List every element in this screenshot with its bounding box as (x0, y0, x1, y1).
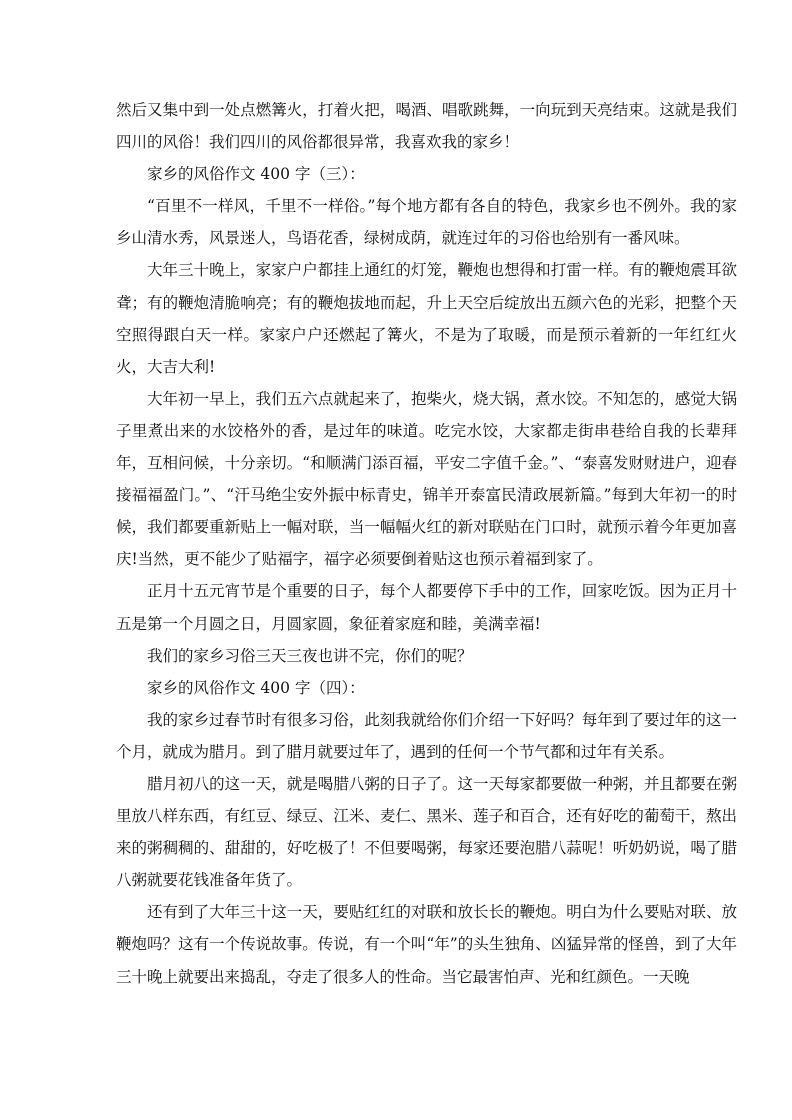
section-heading-four: 家乡的风俗作文 400 字（四）： (147, 678, 365, 697)
paragraph-new-years-eve: 大年三十晚上，家家户户都挂上通红的灯笼，鞭炮也想得和打雷一样。有的鞭炮震耳欲聋；有的鞭炮清脆响亮；有的鞭炮拔地而起，升上天空后绽放出五颜六色的光彩，把整个天空照得跟白天一样。家家户户还燃起了篝火，不是为了取暖，而是预示着新的一年红红火火，大吉大利! (116, 261, 737, 376)
paragraph-proverb-intro: “百里不一样风，千里不一样俗。”每个地方都有各自的特色，我家乡也不例外。我的家乡山清水秀，风景迷人，鸟语花香，绿树成荫，就连过年的习俗也给别有一番风味。 (116, 197, 737, 248)
paragraph-continuation: 然后又集中到一处点燃篝火，打着火把，喝酒、唱歌跳舞，一向玩到天亮结束。这就是我们四川的风俗！我们四川的风俗都很异常，我喜欢我的家乡！ (116, 101, 737, 152)
paragraph-laba-porridge: 腊月初八的这一天，就是喝腊八粥的日子了。这一天每家都要做一种粥，并且都要在粥里放八样东西，有红豆、绿豆、江米、麦仁、黑米、莲子和百合，还有好吃的葡萄干，熬出来的粥稠稠的、甜甜的，好吃极了！不但要喝粥，每家还要泡腊八蒜呢！听奶奶说，喝了腊八粥就要花钱准备年货了。 (116, 774, 737, 890)
paragraph-nian-legend: 还有到了大年三十这一天，要贴红红的对联和放长长的鞭炮。明白为什么要贴对联、放鞭炮吗？这有一个传说故事。传说，有一个叫“年”的头生独角、凶猛异常的怪兽，到了大年三十晚上就要出来捣乱，夺走了很多人的性命。当它最害怕声、光和红颜色。一天晚 (116, 903, 737, 986)
paragraph-closing-question: 我们的家乡习俗三天三夜也讲不完，你们的呢？ (147, 646, 473, 665)
section-heading-three: 家乡的风俗作文 400 字（三）： (147, 165, 365, 184)
paragraph-lantern-festival: 正月十五元宵节是个重要的日子，每个人都要停下手中的工作，回家吃饭。因为正月十五是第一个月圆之日，月圆家圆，象征着家庭和睦，美满幸福! (116, 582, 737, 633)
document-body (116, 94, 737, 993)
paragraph-new-years-day: 大年初一早上，我们五六点就起来了，抱柴火，烧大锅，煮水饺。不知怎的，感觉大锅子里煮出来的水饺格外的香，是过年的味道。吃完水饺，大家都走街串巷给自我的长辈拜年，互相问候，十分亲切。“和顺满门添百福，平安二字值千金。”、“泰喜发财财进户，迎春接福福盈门。”、“汗马绝尘安外振中标青史，锦羊开泰富民清政展新篇。”每到大年初一的时候，我们都要重新贴上一幅对联，当一幅幅火红的新对联贴在门口时，就预示着今年更加喜庆!当然，更不能少了贴福字，福字必须要倒着贴这也预示着福到家了。 (116, 389, 737, 569)
paragraph-spring-festival-intro: 我的家乡过春节时有很多习俗，此刻我就给你们介绍一下好吗？每年到了要过年的这一个月，就成为腊月。到了腊月就要过年了，遇到的任何一个节气都和过年有关系。 (116, 710, 737, 761)
